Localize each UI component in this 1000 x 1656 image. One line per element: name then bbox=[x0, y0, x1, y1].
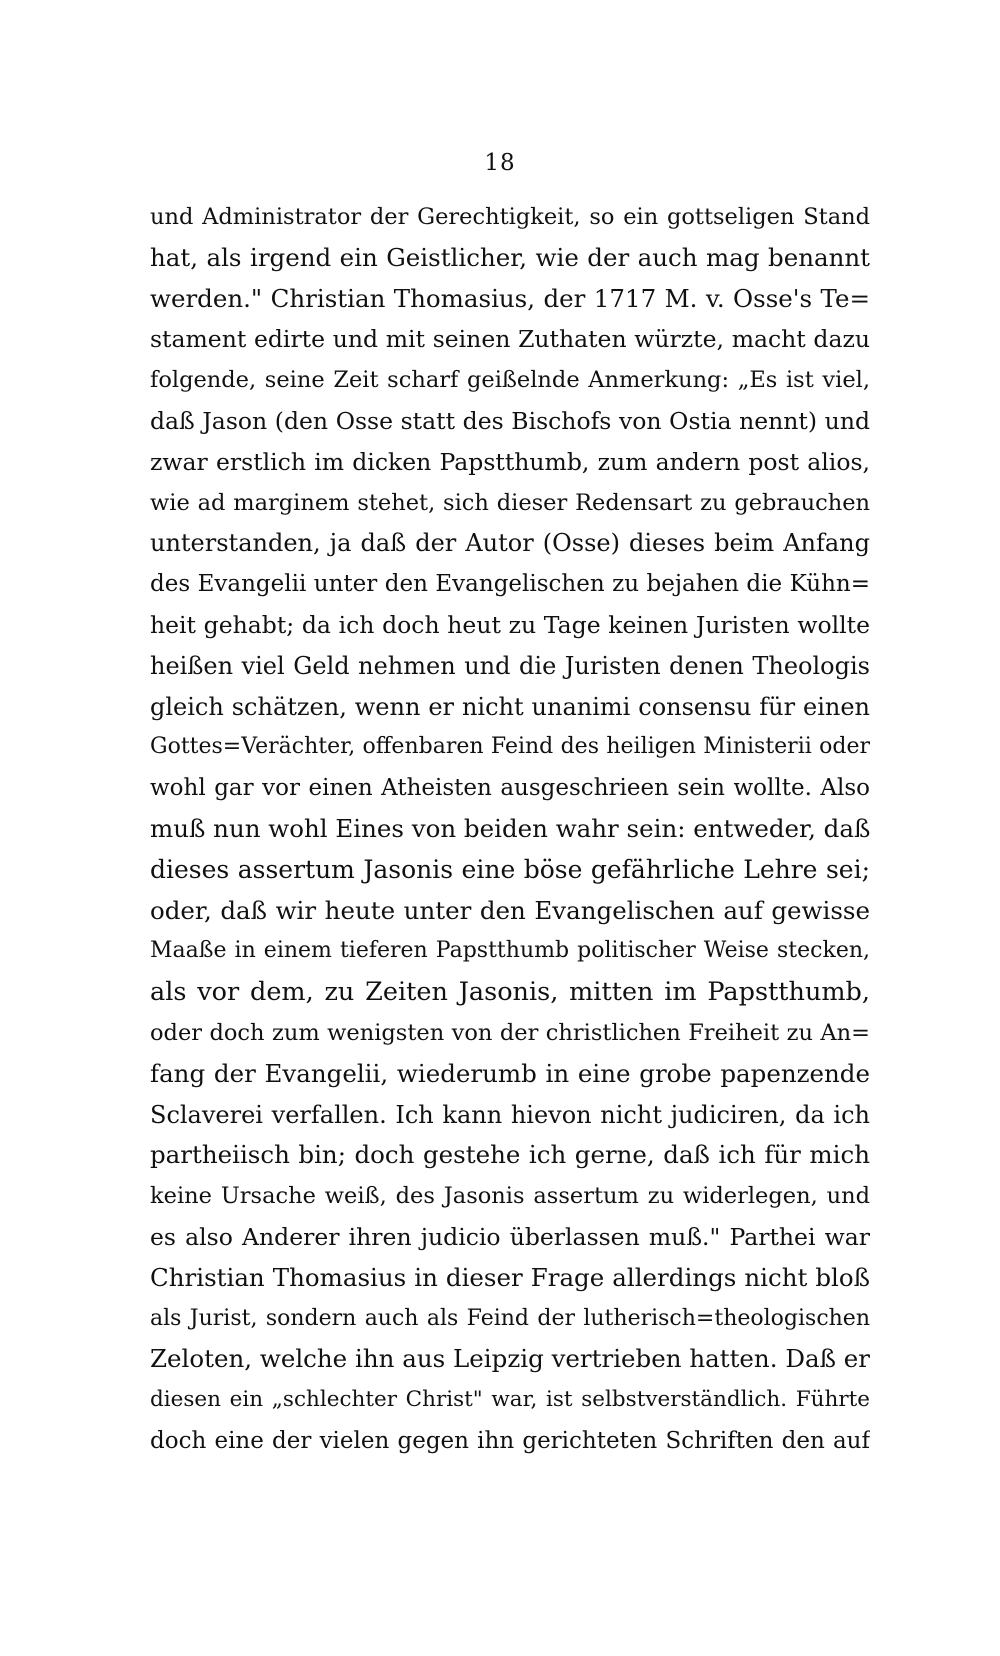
text-line: stament edirte und mit seinen Zuthaten würzte, macht dazu bbox=[150, 325, 870, 354]
text-line: heit gehabt; da ich doch heut zu Tage keinen Juristen wollte bbox=[150, 610, 870, 639]
text-line: wie ad marginem stehet, sich dieser Redensart zu gebrauchen bbox=[150, 489, 870, 516]
text-line: Gottes=Verächter, offenbaren Feind des heiligen Ministerii oder bbox=[150, 734, 870, 760]
text-line: daß Jason (den Osse statt des Bischofs von Ostia nennt) und bbox=[150, 406, 870, 435]
body-text bbox=[150, 197, 870, 1462]
text-line: muß nun wohl Eines von beiden wahr sein: entweder, daß bbox=[150, 813, 870, 843]
text-line: als vor dem, zu Zeiten Jasonis, mitten im Papstthumb, bbox=[150, 977, 870, 1008]
text-line: des Evangelii unter den Evangelischen zu bejahen die Kühn= bbox=[150, 571, 870, 598]
text-line: Maaße in einem tieferen Papstthumb politischer Weise stecken, bbox=[150, 938, 870, 964]
text-line: oder, daß wir heute unter den Evangelischen auf gewisse bbox=[150, 895, 870, 925]
text-line: doch eine der vielen gegen ihn gerichteten Schriften den auf bbox=[150, 1427, 870, 1454]
text-line: dieses assertum Jasonis eine böse gefährliche Lehre sei; bbox=[150, 854, 870, 884]
text-line: werden." Christian Thomasius, der 1717 M. v. Osse's Te= bbox=[150, 283, 870, 313]
text-line: gleich schätzen, wenn er nicht unanimi consensu für einen bbox=[150, 692, 870, 721]
text-line: zwar erstlich im dicken Papstthumb, zum andern post alios, bbox=[150, 447, 870, 476]
text-line: und Administrator der Gerechtigkeit, so ein gottseligen Stand bbox=[150, 204, 870, 230]
text-line: oder doch zum wenigsten von der christlichen Freiheit zu An= bbox=[150, 1019, 870, 1046]
text-line: als Jurist, sondern auch als Feind der lutherisch=theologischen bbox=[150, 1305, 870, 1331]
text-line: es also Anderer ihren judicio überlassen muß." Parthei war bbox=[150, 1222, 870, 1251]
text-line: partheiisch bin; doch gestehe ich gerne, daß ich für mich bbox=[150, 1140, 870, 1170]
text-line: Zeloten, welche ihn aus Leipzig vertrieben hatten. Daß er bbox=[150, 1344, 870, 1374]
page-number: 18 bbox=[484, 150, 516, 176]
text-line: diesen ein „schlechter Christ" war, ist selbstverständlich. Führte bbox=[150, 1387, 870, 1413]
text-line: Sclaverei verfallen. Ich kann hievon nicht judiciren, da ich bbox=[150, 1100, 870, 1129]
text-line: wohl gar vor einen Atheisten ausgeschrieen sein wollte. Also bbox=[150, 775, 870, 802]
text-line: fang der Evangelii, wiederumb in eine grobe papenzende bbox=[150, 1058, 870, 1088]
text-line: heißen viel Geld nehmen und die Juristen denen Theologis bbox=[150, 651, 870, 680]
text-line: hat, als irgend ein Geistlicher, wie der auch mag benannt bbox=[150, 242, 870, 272]
text-line: folgende, seine Zeit scharf geißelnde Anmerkung: „Es ist viel, bbox=[150, 367, 870, 394]
text-line: Christian Thomasius in dieser Frage allerdings nicht bloß bbox=[150, 1262, 870, 1292]
text-line: keine Ursache weiß, des Jasonis assertum zu widerlegen, und bbox=[150, 1183, 870, 1210]
text-line: unterstanden, ja daß der Autor (Osse) dieses beim Anfang bbox=[150, 529, 870, 558]
